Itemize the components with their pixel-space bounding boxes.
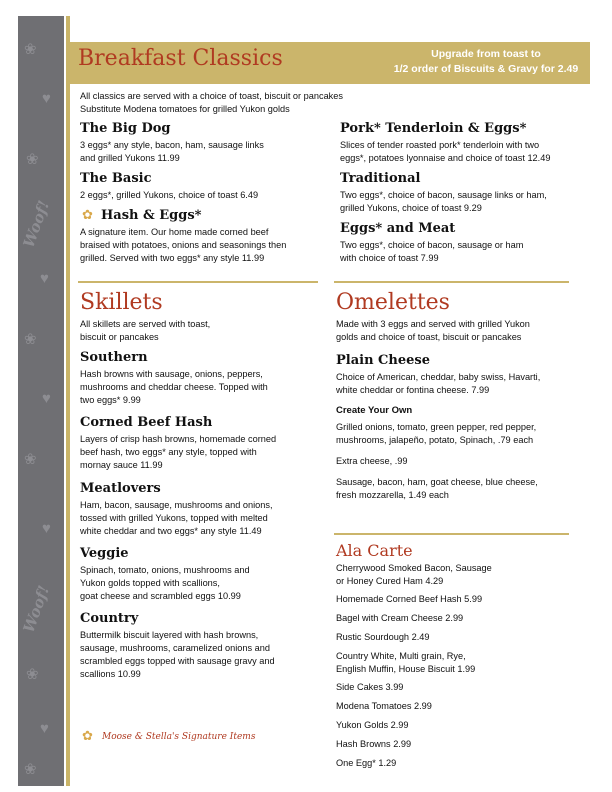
list-item: or Honey Cured Ham 4.29: [336, 576, 444, 586]
divider: [334, 281, 569, 283]
list-item: English Muffin, House Biscuit 1.99: [336, 664, 476, 674]
list-item: Homemade Corned Beef Hash 5.99: [336, 594, 483, 604]
item-desc: Extra cheese, .99: [336, 456, 408, 466]
item-desc: 2 eggs*, grilled Yukons, choice of toast 6.49: [80, 190, 259, 200]
sidebar-gold-stripe: [66, 16, 70, 786]
signature-legend: Moose & Stella's Signature Items: [102, 732, 256, 742]
upgrade-line-2: 1/2 order of Biscuits & Gravy for 2.49: [393, 63, 579, 75]
upgrade-line-1: Upgrade from toast to: [431, 48, 541, 60]
section-title-ala-carte: Ala Carte: [336, 541, 413, 560]
signature-flower-icon: ✿: [82, 728, 93, 743]
item-desc: 3 eggs* any style, bacon, ham, sausage links: [80, 140, 264, 150]
item-desc: Ham, bacon, sausage, mushrooms and onions,: [80, 500, 273, 510]
item-title: Meatlovers: [80, 481, 161, 496]
item-desc: mornay sauce 11.99: [80, 460, 163, 470]
list-item: Bagel with Cream Cheese 2.99: [336, 613, 464, 623]
list-item: Hash Browns 2.99: [336, 739, 412, 749]
item-desc: Layers of crisp hash browns, homemade corned: [80, 434, 277, 444]
item-desc: with choice of toast 7.99: [340, 253, 439, 263]
paw-icon: ❀: [24, 761, 37, 778]
item-desc: Two eggs*, choice of bacon, sausage links or ham,: [340, 190, 547, 200]
item-desc: fresh mozzarella, 1.49 each: [336, 490, 449, 500]
omelettes-intro-1: Made with 3 eggs and served with grilled Yukon: [336, 319, 530, 329]
item-desc: mushrooms, jalapeño, potato, Spinach, .79 each: [336, 435, 534, 445]
section-title-skillets: Skillets: [80, 290, 163, 315]
item-desc: Buttermilk biscuit layered with hash browns,: [80, 630, 259, 640]
item-desc: and grilled Yukons 11.99: [80, 153, 180, 163]
item-title: Eggs* and Meat: [340, 221, 456, 236]
heart-icon: ♥: [42, 90, 51, 107]
paw-icon: ❀: [24, 331, 37, 348]
item-desc: tossed with grilled Yukons, topped with melted: [80, 513, 268, 523]
item-title: Country: [80, 611, 139, 626]
signature-flower-icon: ✿: [82, 207, 93, 222]
item-desc: Hash browns with sausage, onions, peppers,: [80, 369, 263, 379]
item-title: Pork* Tenderloin & Eggs*: [340, 121, 527, 136]
item-title: The Big Dog: [80, 121, 171, 136]
item-desc: Two eggs*, choice of bacon, sausage or ham: [340, 240, 524, 250]
list-item: Modena Tomatoes 2.99: [336, 701, 432, 711]
list-item: Side Cakes 3.99: [336, 682, 404, 692]
divider: [78, 281, 318, 283]
heart-icon: ♥: [42, 390, 51, 407]
item-desc: white cheddar and two eggs* any style 11.49: [80, 526, 262, 536]
item-desc: grilled. Served with two eggs* any style 11.99: [80, 253, 265, 263]
list-item: Cherrywood Smoked Bacon, Sausage: [336, 563, 492, 573]
classics-intro-2: Substitute Modena tomatoes for grilled Yukon golds: [80, 104, 290, 114]
item-title: Veggie: [80, 546, 129, 561]
item-desc: Yukon golds topped with scallions,: [80, 578, 220, 588]
item-desc: scrambled eggs topped with sausage gravy and: [80, 656, 275, 666]
item-desc: grilled Yukons, choice of toast 9.29: [340, 203, 482, 213]
paw-icon: ❀: [26, 666, 39, 683]
upgrade-note: [386, 47, 586, 77]
skillets-intro-2: biscuit or pancakes: [80, 332, 159, 342]
item-desc: Spinach, tomato, onions, mushrooms and: [80, 565, 250, 575]
item-desc: eggs*, potatoes lyonnaise and choice of toast 12.49: [340, 153, 551, 163]
create-your-own-title: Create Your Own: [336, 405, 413, 416]
item-desc: Grilled onions, tomato, green pepper, red pepper,: [336, 422, 537, 432]
sidebar-woof-2: Woof!: [19, 583, 54, 635]
classics-intro-1: All classics are served with a choice of toast, biscuit or pancakes: [80, 91, 343, 101]
item-title: Plain Cheese: [336, 353, 430, 368]
list-item: Country White, Multi grain, Rye,: [336, 651, 466, 661]
sidebar-woof-1: Woof!: [19, 198, 54, 250]
item-desc: Sausage, bacon, ham, goat cheese, blue cheese,: [336, 477, 538, 487]
item-desc: beef hash, two eggs* any style, topped with: [80, 447, 257, 457]
item-desc: Choice of American, cheddar, baby swiss, Havarti,: [336, 372, 541, 382]
item-title: The Basic: [80, 171, 152, 186]
paw-icon: ❀: [24, 41, 37, 58]
page-title: Breakfast Classics: [78, 46, 283, 71]
list-item: Rustic Sourdough 2.49: [336, 632, 430, 642]
item-desc: A signature item. Our home made corned beef: [80, 227, 269, 237]
list-item: One Egg* 1.29: [336, 758, 397, 768]
item-title: Southern: [80, 350, 148, 365]
skillets-intro-1: All skillets are served with toast,: [80, 319, 211, 329]
sidebar-pattern: [18, 16, 64, 786]
item-desc: white cheddar or fontina cheese. 7.99: [336, 385, 490, 395]
divider: [334, 533, 569, 535]
heart-icon: ♥: [42, 520, 51, 537]
item-desc: sausage, mushrooms, caramelized onions and: [80, 643, 270, 653]
item-desc: Slices of tender roasted pork* tenderloin with two: [340, 140, 540, 150]
list-item: Yukon Golds 2.99: [336, 720, 409, 730]
item-title: Corned Beef Hash: [80, 415, 213, 430]
item-desc: two eggs* 9.99: [80, 395, 141, 405]
section-title-omelettes: Omelettes: [336, 290, 450, 315]
item-desc: mushrooms and cheddar cheese. Topped with: [80, 382, 268, 392]
omelettes-intro-2: golds and choice of toast, biscuit or pancakes: [336, 332, 522, 342]
item-title: Hash & Eggs*: [101, 208, 202, 223]
heart-icon: ♥: [40, 270, 49, 287]
item-desc: goat cheese and scrambled eggs 10.99: [80, 591, 241, 601]
paw-icon: ❀: [26, 151, 39, 168]
item-desc: scallions 10.99: [80, 669, 141, 679]
paw-icon: ❀: [24, 451, 37, 468]
item-title: Traditional: [340, 171, 421, 186]
item-desc: braised with potatoes, onions and seasonings then: [80, 240, 287, 250]
heart-icon: ♥: [40, 720, 49, 737]
